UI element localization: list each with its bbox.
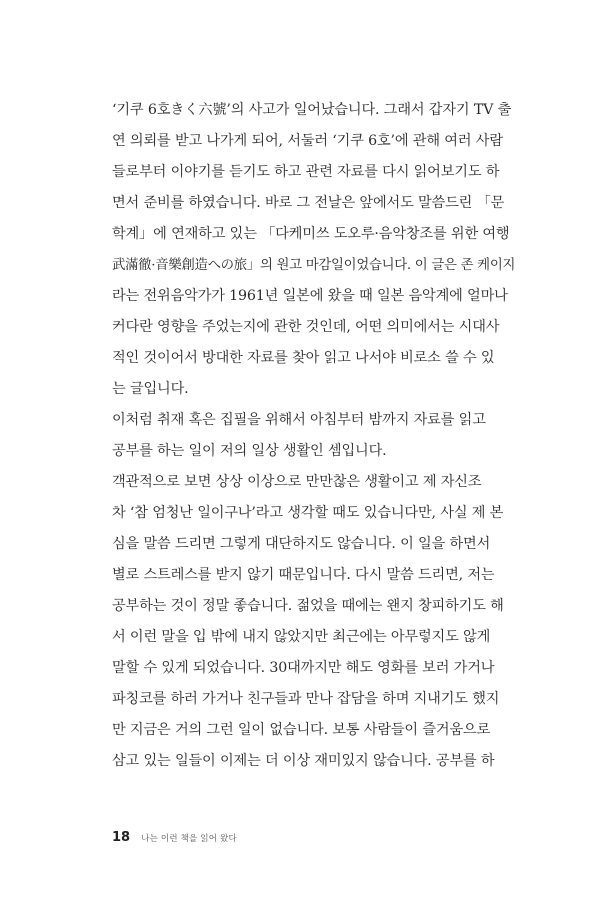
text-line: 객관적으로 보면 상상 이상으로 만만찮은 생활이고 제 자신조 xyxy=(112,474,482,490)
text-line: 武滿徹·音樂創造への旅」의 원고 마감일이었습니다. 이 글은 존 케이지 xyxy=(112,258,516,273)
text-line: 이처럼 취재 혹은 집필을 위해서 아침부터 밤까지 자료를 읽고 xyxy=(112,412,486,428)
text-line: 서 이런 말을 입 밖에 내지 않았지만 최근에는 아무렇지도 않게 xyxy=(112,629,491,645)
page-footer xyxy=(112,826,237,846)
text-line: 만 지금은 거의 그런 일이 없습니다. 보통 사람들이 즐거움으로 xyxy=(112,722,491,738)
text-line: 파칭코를 하러 가거나 친구들과 만나 잡담을 하며 지내기도 했지 xyxy=(112,691,500,707)
text-line: 차 ‘참 엄청난 일이구나’라고 생각할 때도 있습니다만, 사실 제 본 xyxy=(112,505,504,521)
text-line: 말할 수 있게 되었습니다. 30대까지만 해도 영화를 보러 가거나 xyxy=(112,660,495,676)
text-line: 들로부터 이야기를 듣기도 하고 관련 자료를 다시 읽어보기도 하 xyxy=(112,164,500,180)
text-line: 라는 전위음악가가 1961년 일본에 왔을 때 일본 음악계에 얼마나 xyxy=(112,288,508,304)
text-line: 삼고 있는 일들이 이제는 더 이상 재미있지 않습니다. 공부를 하 xyxy=(112,753,495,769)
text-line: ‘기쿠 6호きく六號’의 사고가 일어났습니다. 그래서 갑자기 TV 출 xyxy=(112,102,512,118)
body-text xyxy=(112,95,524,777)
text-line: 면서 준비를 하였습니다. 바로 그 전날은 앞에서도 말씀드린 「문 xyxy=(112,195,505,211)
text-line: 별로 스트레스를 받지 않기 때문입니다. 다시 말씀 드리면, 저는 xyxy=(112,567,495,583)
text-line: 는 글입니다. xyxy=(112,381,189,397)
text-line: 공부하는 것이 정말 좋습니다. 젊었을 때에는 왠지 창피하기도 해 xyxy=(112,598,504,614)
text-line: 커다란 영향을 주었는지에 관한 것인데, 어떤 의미에서는 시대사 xyxy=(112,319,500,335)
running-title: 나는 이런 책을 읽어 왔다 xyxy=(141,834,237,844)
text-line: 심을 말씀 드리면 그렇게 대단하지도 않습니다. 이 일을 하면서 xyxy=(112,536,491,552)
text-line: 적인 것이어서 방대한 자료를 찾아 읽고 나서야 비로소 쓸 수 있 xyxy=(112,350,495,366)
text-line: 연 의뢰를 받고 나가게 되어, 서둘러 ‘기쿠 6호’에 관해 여러 사람 xyxy=(112,133,503,149)
text-line: 공부를 하는 일이 저의 일상 생활인 셈입니다. xyxy=(112,443,387,459)
page-number: 18 xyxy=(112,830,131,845)
text-line: 학계」에 연재하고 있는 「다케미쓰 도오루·음악창조를 위한 여행 xyxy=(112,226,510,242)
